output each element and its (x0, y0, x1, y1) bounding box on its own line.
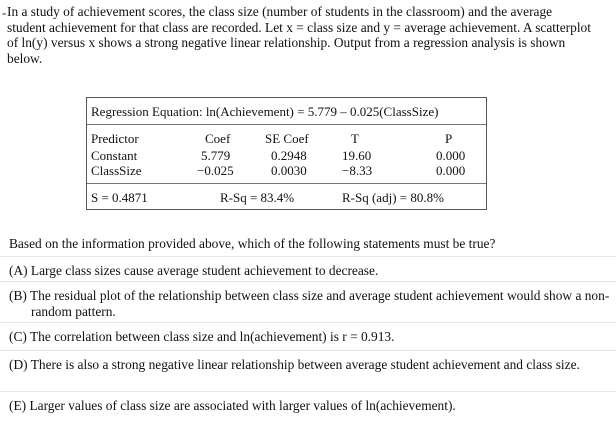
row-constant-predictor: Constant (91, 148, 138, 163)
row-classsize-t: −8.33 (342, 163, 373, 178)
regression-equation: Regression Equation: ln(Achievement) = 5.779 – 0.025(ClassSize) (91, 104, 439, 119)
option-separator (0, 322, 616, 323)
row-constant-coef: 5.779 (201, 148, 231, 163)
question-stem: In a study of achievement scores, the class size (number of students in the classroom) and the average student achievement for that class are recorded. Let x = class size and y = average achievement. A scatterplot of ln(y) versus x shows a strong negative linear relationship. Output from a regression analysis is shown below. (7, 4, 591, 66)
header-t: T (351, 131, 359, 146)
leading-mark: - (2, 5, 7, 20)
option-separator (0, 281, 616, 282)
stat-s: S = 0.4871 (91, 190, 148, 205)
header-coef: Coef (205, 131, 231, 146)
option-separator (0, 350, 616, 351)
row-classsize-coef: −0.025 (197, 163, 234, 178)
divider (87, 183, 486, 184)
row-constant-se: 0.2948 (271, 148, 307, 163)
option-b[interactable]: (B) The residual plot of the relationship between class size and average student achievement would show a non-random pattern. (9, 288, 610, 319)
stat-rsq-adj: R-Sq (adj) = 80.8% (342, 190, 444, 205)
header-predictor: Predictor (91, 131, 139, 146)
row-classsize-se: 0.0030 (271, 163, 307, 178)
row-classsize-predictor: ClassSize (91, 163, 142, 178)
question-prompt: Based on the information provided above, which of the following statements must be true? (9, 236, 496, 251)
header-p: P (445, 131, 453, 146)
regression-output-box (86, 97, 487, 210)
option-c[interactable]: (C) The correlation between class size and ln(achievement) is r = 0.913. (9, 329, 395, 344)
option-d[interactable]: (D) There is also a strong negative linear relationship between average student achievement and class size. (9, 357, 580, 372)
option-e[interactable]: (E) Larger values of class size are associated with larger values of ln(achievement). (9, 398, 456, 413)
option-a[interactable]: (A) Large class sizes cause average student achievement to decrease. (9, 263, 379, 278)
row-classsize-p: 0.000 (436, 163, 466, 178)
option-separator (0, 391, 616, 392)
header-se-coef: SE Coef (265, 131, 309, 146)
option-separator (0, 256, 616, 257)
row-constant-t: 19.60 (342, 148, 372, 163)
row-constant-p: 0.000 (436, 148, 466, 163)
divider (87, 124, 486, 125)
stat-rsq: R-Sq = 83.4% (220, 190, 295, 205)
